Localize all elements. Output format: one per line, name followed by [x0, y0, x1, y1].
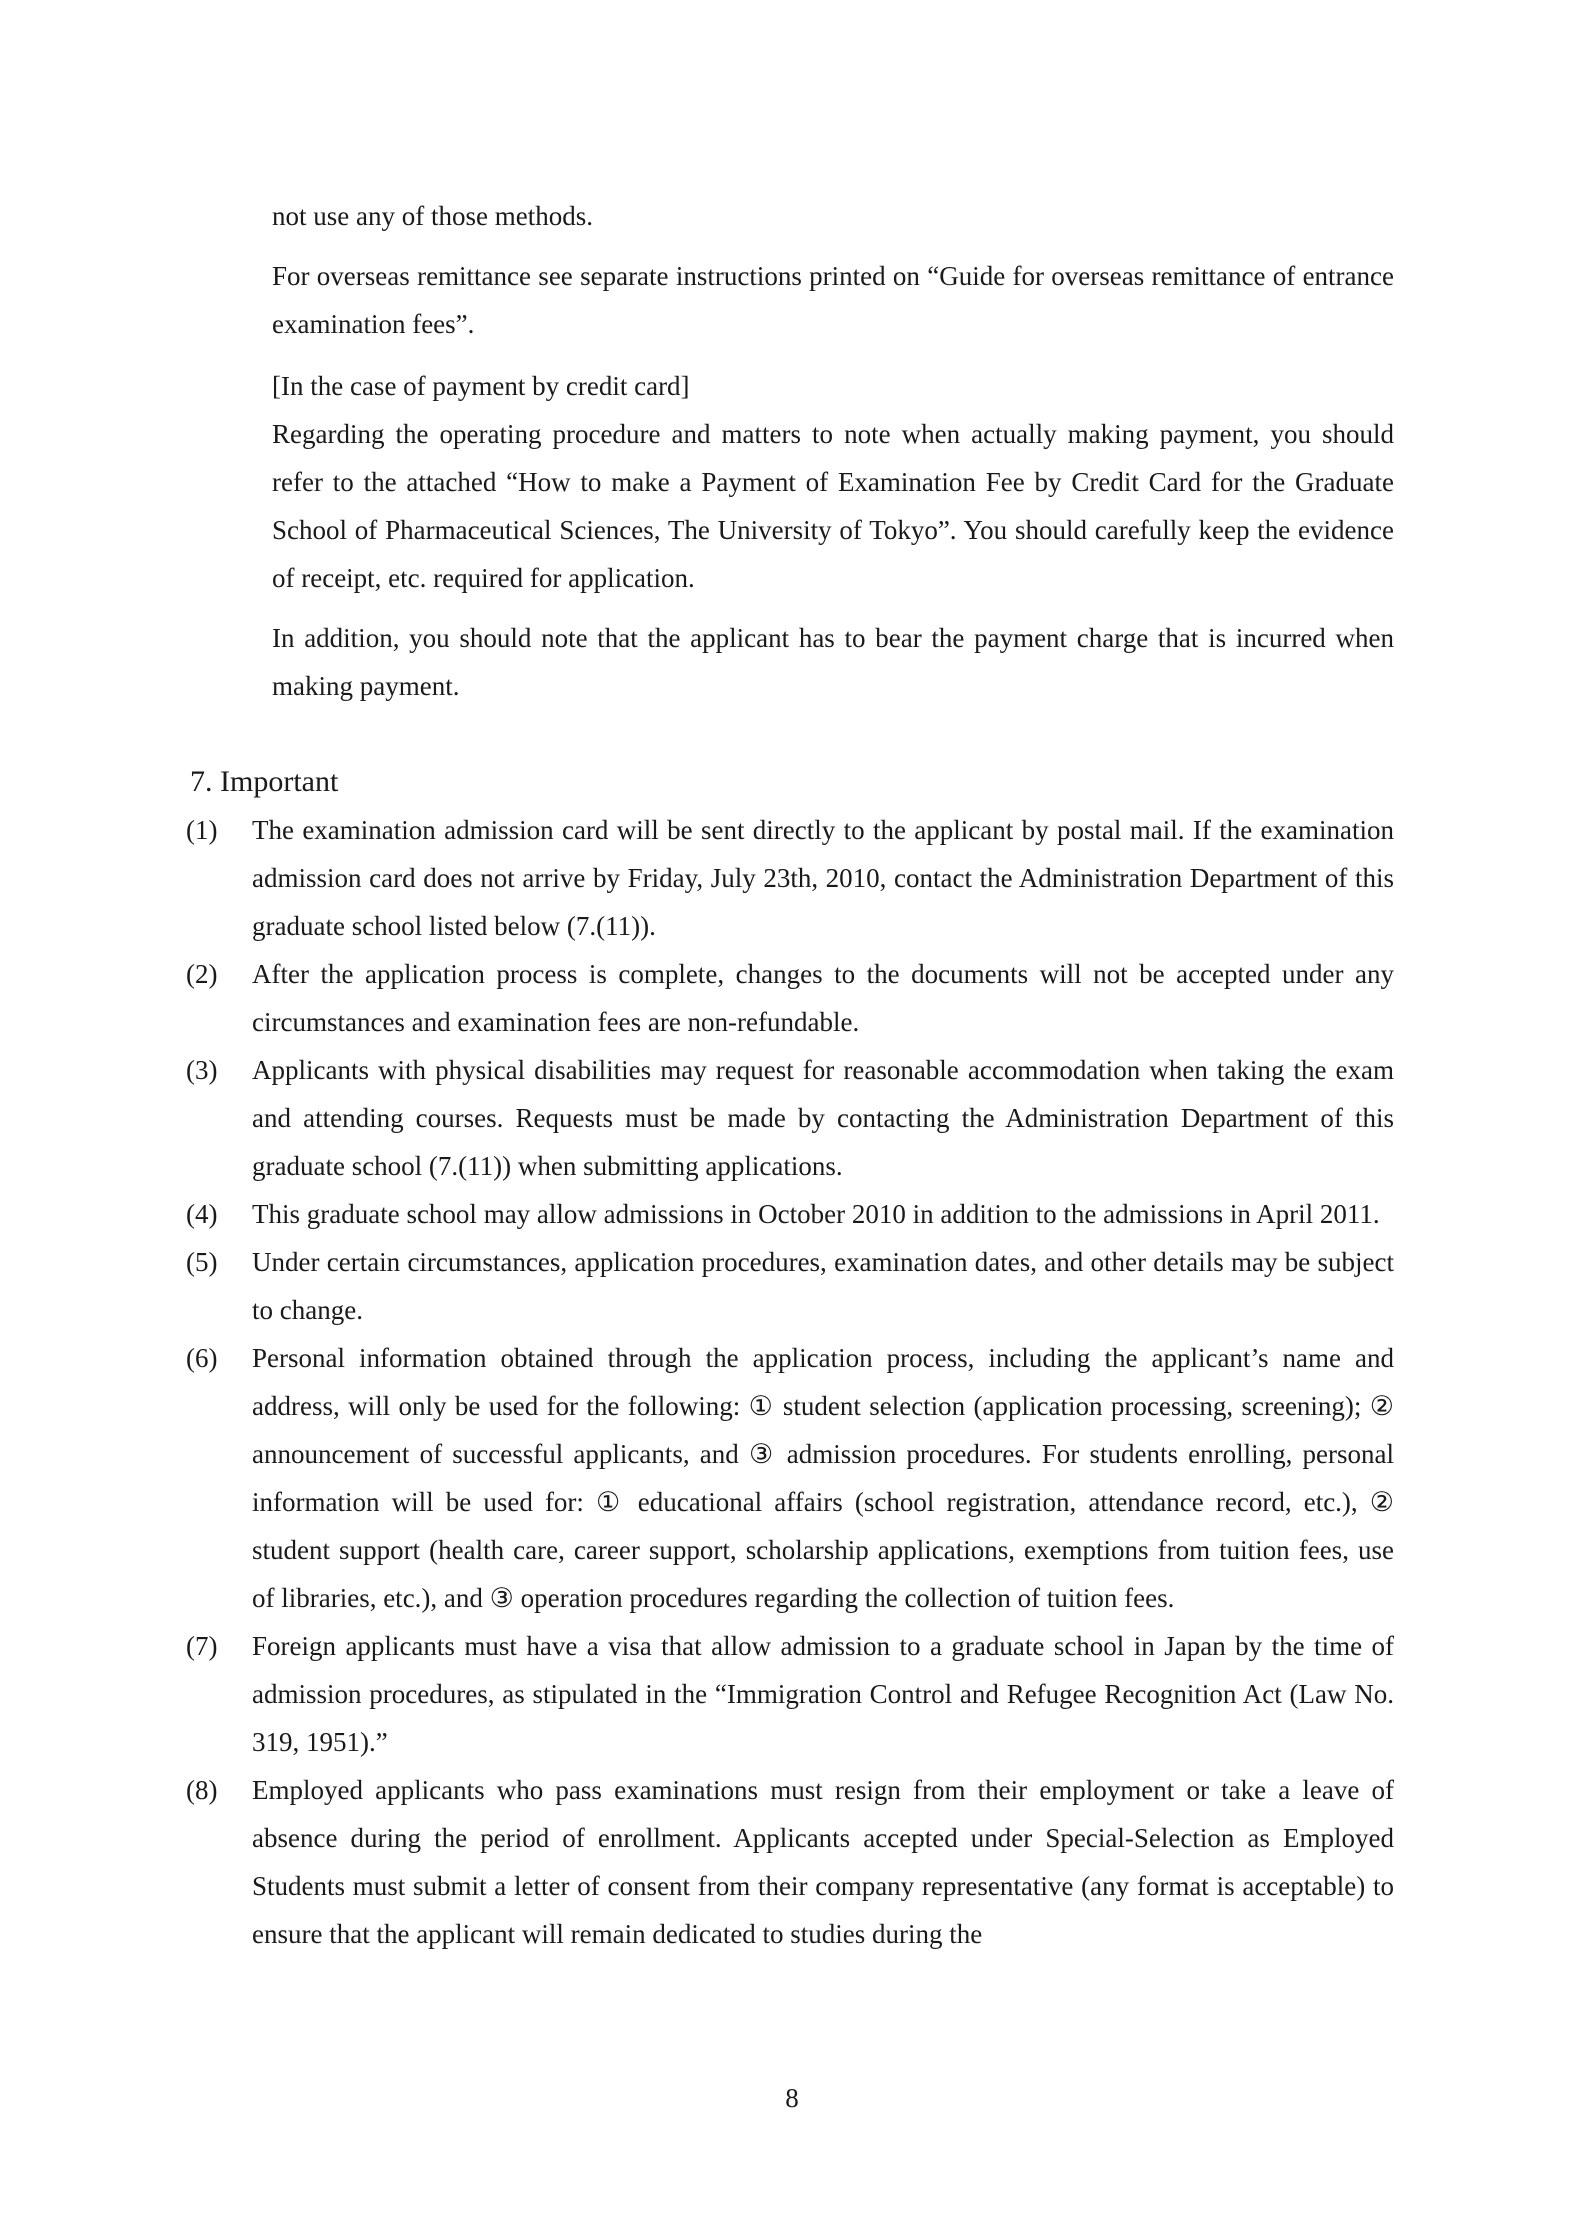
- list-item: [186, 806, 1394, 950]
- item-text: This graduate school may allow admissions in October 2010 in addition to the admissions in April 2011.: [252, 1199, 1380, 1229]
- payment-charge-note: In addition, you should note that the applicant has to bear the payment charge that is incurred when making payment.: [272, 623, 1394, 701]
- list-item: [186, 1334, 1394, 1622]
- item-text: Personal information obtained through the application process, including the applicant’s name and address, will only be used for the following: ① student selection (application processing, screening); ② announcement of successful applicants, and ③ admission procedures. For students enrolling, personal information will be used for: ① educational affairs (school registration, attendance record, etc.), ② student support (health care, career support, scholarship applications, exemptions from tuition fees, use of libraries, etc.), and ③ operation procedures regarding the collection of tuition fees.: [252, 1343, 1394, 1613]
- item-text: Employed applicants who pass examinations must resign from their employment or take a leave of absence during the period of enrollment. Applicants accepted under Special-Selection as Employed Students must submit a letter of consent from their company representative (any format is acceptable) to ensure that the applicant will remain dedicated to studies during the: [252, 1775, 1394, 1949]
- credit-card-heading: [In the case of payment by credit card]: [272, 371, 690, 401]
- item-text: The examination admission card will be sent directly to the applicant by postal mail. If the examination admission card does not arrive by Friday, July 23th, 2010, contact the Administration Department of this graduate school listed below (7.(11)).: [252, 815, 1394, 941]
- list-item: [186, 1622, 1394, 1766]
- item-number: (8): [186, 1775, 218, 1805]
- page-number: 8: [785, 2083, 799, 2113]
- overseas-remittance-note: For overseas remittance see separate instructions printed on “Guide for overseas remittance of entrance examination fees”.: [272, 261, 1394, 339]
- item-number: (6): [186, 1343, 218, 1373]
- item-number: (3): [186, 1055, 218, 1085]
- important-items-list: [186, 806, 1394, 1958]
- list-item: [186, 1238, 1394, 1334]
- item-text: Under certain circumstances, application procedures, examination dates, and other details may be subject to change.: [252, 1247, 1394, 1325]
- item-number: (4): [186, 1199, 218, 1229]
- item-number: (7): [186, 1631, 218, 1661]
- item-text: Foreign applicants must have a visa that allow admission to a graduate school in Japan by the time of admission procedures, as stipulated in the “Immigration Control and Refugee Recognition Act (Law No. 319, 1951).”: [252, 1631, 1394, 1757]
- section-heading: 7. Important: [190, 765, 339, 798]
- list-item: [186, 1190, 1394, 1238]
- item-number: (1): [186, 815, 218, 845]
- item-text: Applicants with physical disabilities may request for reasonable accommodation when taking the exam and attending courses. Requests must be made by contacting the Administration Department of this graduate school (7.(11)) when submitting applications.: [252, 1055, 1394, 1181]
- list-item: [186, 950, 1394, 1046]
- continuation-text: not use any of those methods.: [272, 201, 593, 231]
- list-item: [186, 1046, 1394, 1190]
- list-item: [186, 1766, 1394, 1958]
- item-text: After the application process is complete, changes to the documents will not be accepted under any circumstances and examination fees are non-refundable.: [252, 959, 1394, 1037]
- credit-card-section: [272, 362, 1394, 602]
- item-number: (2): [186, 959, 218, 989]
- item-number: (5): [186, 1247, 218, 1277]
- credit-card-body: Regarding the operating procedure and matters to note when actually making payment, you should refer to the attached “How to make a Payment of Examination Fee by Credit Card for the Graduate School of Pharmaceutical Sciences, The University of Tokyo”. You should carefully keep the evidence of receipt, etc. required for application.: [272, 419, 1394, 593]
